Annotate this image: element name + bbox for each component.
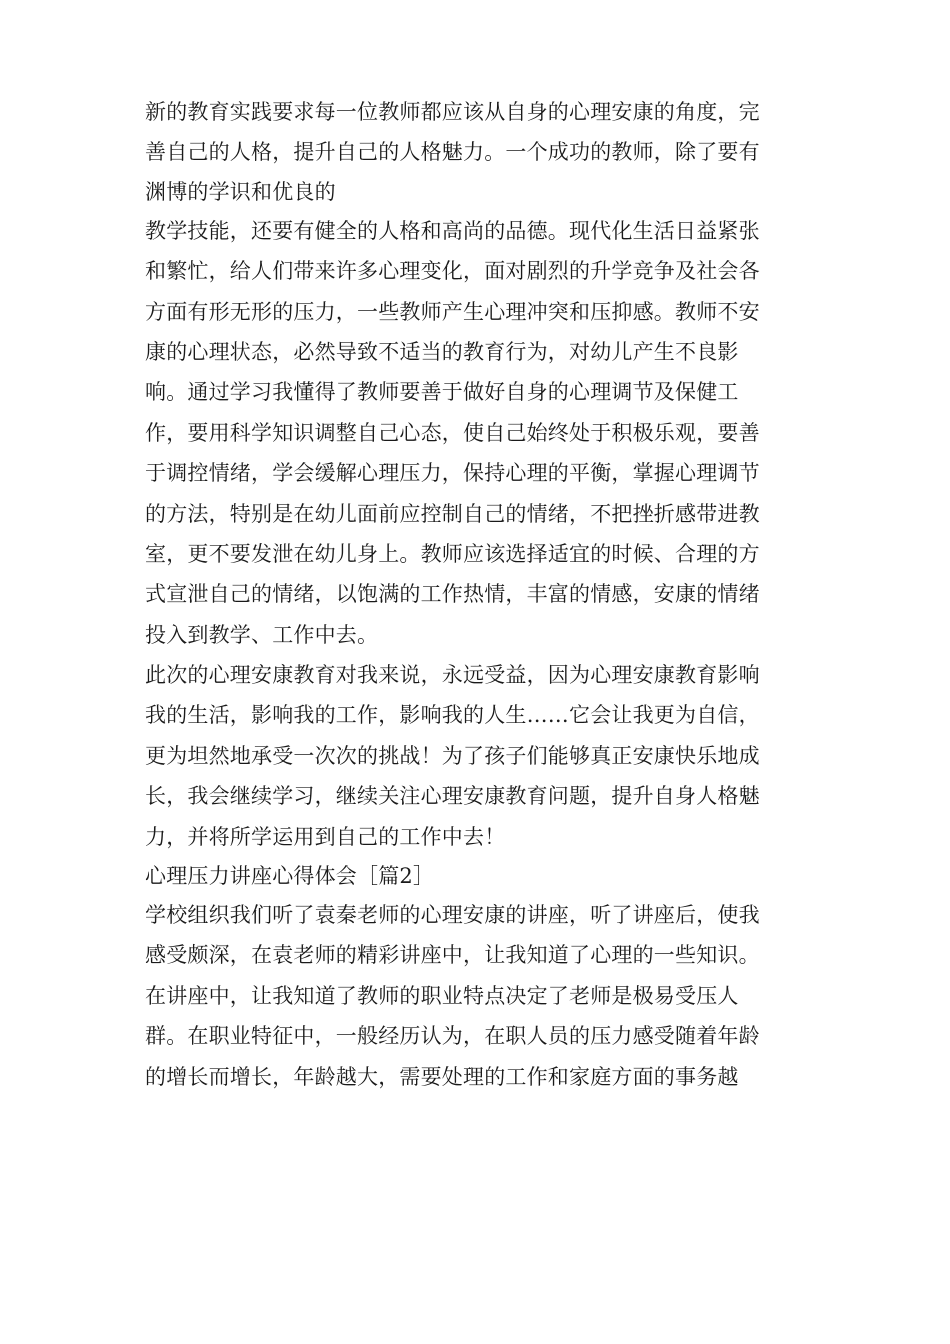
text-line: 方面有形无形的压力，一些教师产生心理冲突和压抑感。教师不安 [145, 299, 760, 324]
text-line: 康的心理状态，必然导致不适当的教育行为，对幼儿产生不良影 [145, 339, 739, 364]
text-line: 在讲座中，让我知道了教师的职业特点决定了老师是极易受压人 [145, 983, 739, 1008]
text-line: 于调控情绪，学会缓解心理压力，保持心理的平衡，掌握心理调节 [145, 461, 760, 486]
text-line: 群。在职业特征中，一般经历认为，在职人员的压力感受随着年龄 [145, 1024, 760, 1049]
text-line: 力，并将所学运用到自己的工作中去！ [145, 824, 506, 849]
text-line: 感受颇深，在袁老师的精彩讲座中，让我知道了心理的一些知识。 [145, 943, 760, 968]
text-line: 善自己的人格，提升自己的人格魅力。一个成功的教师，除了要有 [145, 140, 760, 165]
text-line: 响。通过学习我懂得了教师要善于做好自身的心理调节及保健工 [145, 380, 739, 405]
text-line: 更为坦然地承受一次次的挑战！为了孩子们能够真正安康快乐地成 [145, 743, 760, 768]
text-line: 渊博的学识和优良的 [145, 179, 336, 204]
text-line: 和繁忙，给人们带来许多心理变化，面对剧烈的升学竞争及社会各 [145, 259, 760, 284]
text-line: 此次的心理安康教育对我来说，永远受益，因为心理安康教育影响 [145, 663, 760, 688]
text-line: 我的生活，影响我的工作，影响我的人生……它会让我更为自信， [145, 703, 760, 728]
text-line: 投入到教学、工作中去。 [145, 622, 379, 647]
text-line: 教学技能，还要有健全的人格和高尚的品德。现代化生活日益紧张 [145, 218, 760, 243]
text-line: 的增长而增长，年龄越大，需要处理的工作和家庭方面的事务越 [145, 1064, 739, 1089]
text-line: 式宣泄自己的情绪，以饱满的工作热情，丰富的情感，安康的情绪 [145, 582, 760, 607]
text-line: 的方法，特别是在幼儿面前应控制自己的情绪，不把挫折感带进教 [145, 501, 760, 526]
text-line: 学校组织我们听了袁秦老师的心理安康的讲座，听了讲座后，使我 [145, 903, 760, 928]
text-line: 长，我会继续学习，继续关注心理安康教育问题，提升自身人格魅 [145, 784, 760, 809]
section-heading: 心理压力讲座心得体会［篇2］ [145, 864, 435, 889]
text-line: 新的教育实践要求每一位教师都应该从自身的心理安康的角度，完 [145, 100, 760, 124]
text-line: 室，更不要发泄在幼儿身上。教师应该选择适宜的时候、合理的方 [145, 541, 760, 566]
document-body [145, 92, 805, 1097]
text-line: 作，要用科学知识调整自己心态，使自己始终处于积极乐观，要善 [145, 420, 760, 445]
